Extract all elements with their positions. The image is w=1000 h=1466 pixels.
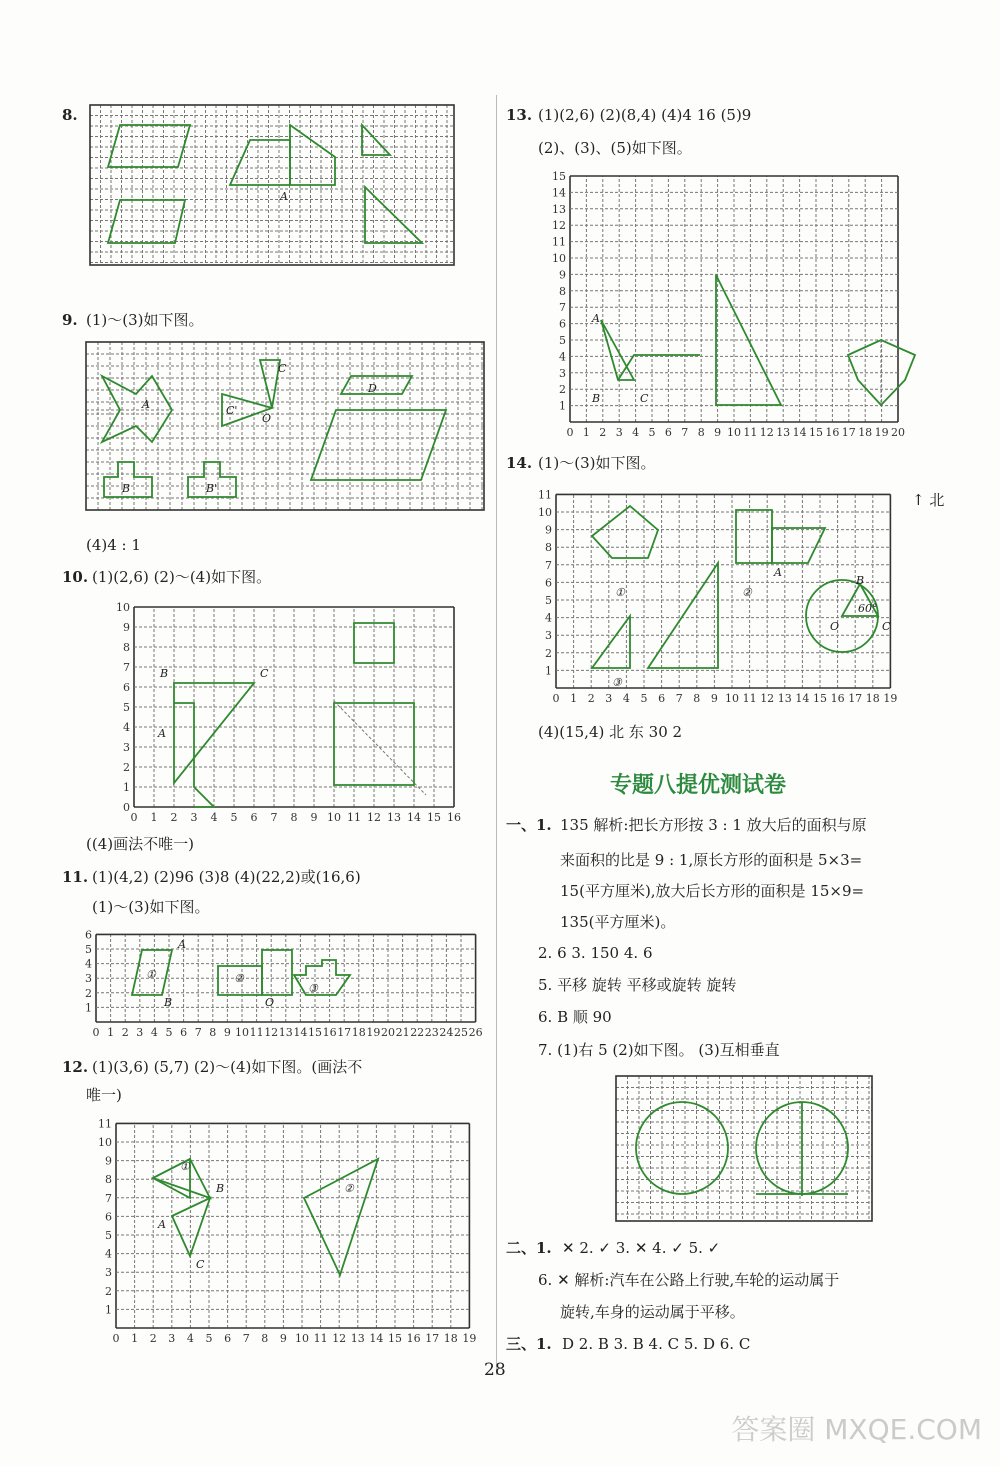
y-tick-label: 2 xyxy=(545,646,552,660)
x-tick-label: 7 xyxy=(194,1026,202,1039)
x-tick-label: 15 xyxy=(388,1332,402,1345)
y-tick-label: 2 xyxy=(85,986,92,1000)
part1-q1d: 135(平方厘米)。 xyxy=(560,913,676,931)
x-tick-label: 13 xyxy=(387,811,401,824)
q13-label-C: C xyxy=(640,392,649,405)
q10-diagonal xyxy=(334,701,426,795)
q14-pentagon-1 xyxy=(592,506,658,558)
x-tick-label: 13 xyxy=(350,1332,365,1345)
x-tick-label: 4 xyxy=(186,1332,194,1345)
y-tick-label: 9 xyxy=(105,1154,112,1168)
x-tick-label: 16 xyxy=(447,811,461,824)
page-number: 28 xyxy=(484,1360,506,1380)
q11-boat-3 xyxy=(294,960,350,995)
q14-text: (1)～(3)如下图。 xyxy=(538,454,656,472)
q10-grid xyxy=(110,595,475,827)
q14-label-A: A xyxy=(774,566,782,579)
x-tick-label: 25 xyxy=(454,1026,468,1039)
q13-text: (1)(2,6) (2)(8,4) (4)4 16 (5)9 xyxy=(538,106,752,124)
y-tick-label: 10 xyxy=(98,1136,112,1149)
x-tick-label: 0 xyxy=(552,692,560,705)
y-tick-label: 1 xyxy=(559,399,566,413)
x-tick-label: 13 xyxy=(776,426,791,439)
x-tick-label: 11 xyxy=(313,1332,328,1345)
q14-triangle-big xyxy=(648,563,718,668)
x-tick-label: 5 xyxy=(648,426,656,439)
q14-label-1: ① xyxy=(615,586,625,599)
q14-label-3: ③ xyxy=(612,676,622,689)
x-tick-label: 5 xyxy=(640,692,648,705)
q14-label-angle: 60° xyxy=(858,602,878,615)
y-tick-label: 7 xyxy=(123,661,130,674)
x-tick-label: 14 xyxy=(792,426,807,439)
q9-answer4: (4)4 : 1 xyxy=(86,536,141,554)
x-tick-label: 11 xyxy=(742,692,757,705)
q8-parallelogram-1 xyxy=(108,125,190,167)
x-tick-label: 3 xyxy=(615,426,623,439)
x-tick-label: 6 xyxy=(658,692,666,705)
y-tick-label: 14 xyxy=(552,186,566,200)
y-tick-label: 9 xyxy=(545,523,552,537)
x-tick-label: 20 xyxy=(381,1026,395,1039)
x-tick-label: 24 xyxy=(439,1026,454,1039)
y-tick-label: 6 xyxy=(559,317,566,331)
y-tick-label: 9 xyxy=(559,268,566,282)
x-tick-label: 9 xyxy=(714,426,722,439)
x-tick-label: 3 xyxy=(168,1332,176,1345)
q8-number: 8. xyxy=(62,106,78,124)
x-tick-label: 14 xyxy=(795,692,810,705)
y-tick-label: 10 xyxy=(538,506,552,519)
y-tick-label: 8 xyxy=(559,284,566,298)
q11-text2: (1)～(3)如下图。 xyxy=(92,898,210,916)
x-tick-label: 7 xyxy=(681,426,689,439)
x-tick-label: 4 xyxy=(210,811,218,824)
part1-q1c: 15(平方厘米),放大后长方形的面积是 15×9= xyxy=(560,882,865,900)
q13-text2: (2)、(3)、(5)如下图。 xyxy=(538,139,692,157)
q9-label-A: A xyxy=(142,398,150,411)
x-tick-label: 19 xyxy=(883,692,898,705)
q13-label-B: B xyxy=(592,392,601,405)
x-tick-label: 10 xyxy=(235,1026,249,1039)
q14-answer4: (4)(15,4) 北 东 30 2 xyxy=(538,723,683,741)
y-tick-label: 1 xyxy=(545,664,552,678)
y-tick-label: 11 xyxy=(538,488,552,502)
x-tick-label: 3 xyxy=(190,811,198,824)
part2-answers: ✕ 2. ✓ 3. ✕ 4. ✓ 5. ✓ xyxy=(562,1239,721,1257)
x-tick-label: 12 xyxy=(760,692,775,705)
part2-head: 二、1. xyxy=(506,1239,552,1257)
x-tick-label: 1 xyxy=(107,1026,115,1039)
y-tick-label: 15 xyxy=(552,170,566,183)
x-tick-label: 14 xyxy=(293,1026,308,1039)
y-tick-label: 8 xyxy=(123,641,130,654)
x-tick-label: 14 xyxy=(369,1332,384,1345)
watermark-logo: 答案圈 MXQE.COM xyxy=(731,1413,982,1446)
x-tick-label: 20 xyxy=(891,426,905,439)
q12-label-1: ① xyxy=(180,1160,190,1173)
x-tick-label: 6 xyxy=(664,426,672,439)
x-tick-label: 10 xyxy=(727,426,741,439)
x-tick-label: 2 xyxy=(587,692,595,705)
y-tick-label: 5 xyxy=(545,594,552,607)
q11-label-1: ① xyxy=(146,968,156,981)
x-tick-label: 18 xyxy=(865,692,880,705)
x-tick-label: 9 xyxy=(223,1026,231,1039)
x-tick-label: 17 xyxy=(425,1332,440,1345)
x-tick-label: 19 xyxy=(874,426,889,439)
part1-q1b: 来面积的比是 9 : 1,原长方形的面积是 5×3= xyxy=(560,851,863,869)
q9-grid xyxy=(86,342,484,510)
column-separator xyxy=(496,95,497,1375)
y-tick-label: 5 xyxy=(105,1229,112,1242)
q10-number: 10. xyxy=(62,568,89,586)
x-tick-label: 5 xyxy=(205,1332,213,1345)
q14-rect-2 xyxy=(736,510,772,563)
q10-label-A: A xyxy=(158,727,166,740)
y-tick-label: 4 xyxy=(85,957,92,971)
y-tick-label: 9 xyxy=(123,621,130,634)
q13-triangle xyxy=(618,355,700,380)
q10-text: (1)(2,6) (2)～(4)如下图。 xyxy=(92,568,272,586)
q11-label-2: ② xyxy=(234,972,244,985)
x-tick-label: 12 xyxy=(264,1026,279,1039)
x-tick-label: 8 xyxy=(290,811,298,824)
q14-triangle-3 xyxy=(592,616,630,668)
y-tick-label: 4 xyxy=(123,721,130,734)
x-tick-label: 11 xyxy=(347,811,361,824)
q8-grid xyxy=(90,105,454,265)
y-tick-label: 7 xyxy=(105,1191,112,1205)
x-tick-label: 7 xyxy=(675,692,683,705)
x-tick-label: 8 xyxy=(261,1332,269,1345)
x-tick-label: 12 xyxy=(332,1332,347,1345)
q8-parallelogram-2 xyxy=(108,200,185,243)
y-tick-label: 4 xyxy=(105,1247,112,1261)
x-tick-label: 1 xyxy=(582,426,590,439)
y-tick-label: 6 xyxy=(545,576,552,590)
y-tick-label: 6 xyxy=(105,1210,112,1224)
x-tick-label: 22 xyxy=(410,1026,425,1039)
y-tick-label: 5 xyxy=(85,943,92,956)
x-tick-label: 26 xyxy=(468,1026,483,1039)
q10-note: ((4)画法不唯一) xyxy=(86,835,194,853)
x-tick-label: 4 xyxy=(150,1026,158,1039)
x-tick-label: 7 xyxy=(270,811,278,824)
y-tick-label: 10 xyxy=(552,252,566,265)
q12-text2: 唯一) xyxy=(86,1086,122,1104)
q14-north-label: 北 xyxy=(929,491,945,509)
x-tick-label: 1 xyxy=(570,692,578,705)
q13-shape-ABC xyxy=(601,320,634,380)
q9-text: (1)～(3)如下图。 xyxy=(86,311,204,329)
q14-parallelogram-2 xyxy=(772,528,825,563)
y-tick-label: 0 xyxy=(123,801,130,814)
y-tick-label: 8 xyxy=(545,541,552,555)
q7-circle-left xyxy=(636,1102,728,1194)
y-tick-label: 6 xyxy=(85,928,92,942)
x-tick-label: 8 xyxy=(209,1026,217,1039)
q12-label-B: B xyxy=(216,1182,225,1195)
x-tick-label: 4 xyxy=(622,692,630,705)
q10-label-B: B xyxy=(160,667,169,680)
q8-label-A: A xyxy=(280,190,288,203)
q9-arrow-shape xyxy=(102,376,172,442)
q11-grid xyxy=(85,928,485,1040)
x-tick-label: 19 xyxy=(366,1026,381,1039)
y-tick-label: 4 xyxy=(559,350,566,364)
y-tick-label: 7 xyxy=(559,301,566,315)
x-tick-label: 17 xyxy=(841,426,856,439)
y-tick-label: 13 xyxy=(552,202,566,216)
q13-number: 13. xyxy=(506,106,533,124)
x-tick-label: 2 xyxy=(121,1026,129,1039)
x-tick-label: 6 xyxy=(224,1332,232,1345)
x-tick-label: 15 xyxy=(809,426,823,439)
y-tick-label: 11 xyxy=(552,235,566,249)
y-tick-label: 5 xyxy=(123,701,130,714)
x-tick-label: 16 xyxy=(406,1332,421,1345)
q14-grid xyxy=(540,488,910,703)
x-tick-label: 9 xyxy=(310,811,318,824)
x-tick-label: 3 xyxy=(136,1026,144,1039)
section-title: 专题八提优测试卷 xyxy=(610,773,787,798)
part1-q2: 2. 6 3. 150 4. 6 xyxy=(538,944,653,962)
x-tick-label: 15 xyxy=(813,692,827,705)
y-tick-label: 3 xyxy=(559,366,566,380)
x-tick-label: 13 xyxy=(278,1026,293,1039)
y-tick-label: 2 xyxy=(123,761,130,774)
q9-label-C-prime: C' xyxy=(226,404,238,417)
x-tick-label: 15 xyxy=(427,811,441,824)
y-tick-label: 3 xyxy=(123,741,130,754)
q12-triangle-2 xyxy=(304,1159,378,1275)
q8-quad xyxy=(290,125,335,185)
x-tick-label: 9 xyxy=(710,692,718,705)
part1-q7: 7. (1)右 5 (2)如下图。 (3)互相垂直 xyxy=(538,1041,780,1059)
x-tick-label: 7 xyxy=(242,1332,250,1345)
part2-q6b: 旋转,车身的运动属于平移。 xyxy=(560,1303,745,1321)
part3-answers: D 2. B 3. B 4. C 5. D 6. C xyxy=(562,1335,751,1353)
y-tick-label: 2 xyxy=(559,383,566,397)
x-tick-label: 18 xyxy=(858,426,873,439)
q14-label-B: B xyxy=(856,574,865,587)
x-tick-label: 0 xyxy=(112,1332,120,1345)
x-tick-label: 11 xyxy=(743,426,758,439)
y-tick-label: 6 xyxy=(123,681,130,694)
q14-label-2: ② xyxy=(742,586,752,599)
q11-label-A: A xyxy=(178,938,186,951)
x-tick-label: 8 xyxy=(697,426,705,439)
x-tick-label: 0 xyxy=(130,811,138,824)
x-tick-label: 17 xyxy=(337,1026,352,1039)
x-tick-label: 0 xyxy=(566,426,574,439)
q9-label-C: C xyxy=(278,362,287,375)
x-tick-label: 4 xyxy=(632,426,640,439)
q14-north: ↑ 北 xyxy=(912,491,945,509)
q13-label-A: A xyxy=(592,312,600,325)
x-tick-label: 12 xyxy=(367,811,381,824)
y-tick-label: 1 xyxy=(123,781,130,794)
q9-label-O: O xyxy=(262,412,272,425)
x-tick-label: 5 xyxy=(230,811,238,824)
q9-label-D: D xyxy=(368,382,377,395)
x-tick-label: 15 xyxy=(308,1026,322,1039)
x-tick-label: 9 xyxy=(279,1332,287,1345)
x-tick-label: 1 xyxy=(150,811,158,824)
x-tick-label: 10 xyxy=(327,811,341,824)
part3-head: 三、1. xyxy=(506,1335,552,1353)
x-tick-label: 2 xyxy=(599,426,607,439)
x-tick-label: 16 xyxy=(825,426,840,439)
y-tick-label: 10 xyxy=(116,601,130,614)
x-tick-label: 2 xyxy=(149,1332,157,1345)
y-tick-label: 3 xyxy=(545,629,552,643)
part2-q6: 6. ✕ 解析:汽车在公路上行驶,车轮的运动属于 xyxy=(538,1271,840,1289)
q8-triangle-1 xyxy=(362,125,390,155)
q12-text: (1)(3,6) (5,7) (2)～(4)如下图。(画法不 xyxy=(92,1058,363,1076)
q9-label-B-prime: B' xyxy=(206,482,218,495)
q12-label-2: ② xyxy=(344,1182,354,1195)
x-tick-label: 18 xyxy=(351,1026,366,1039)
x-tick-label: 2 xyxy=(170,811,178,824)
y-tick-label: 7 xyxy=(545,558,552,572)
part1-q5: 5. 平移 旋转 平移或旋转 旋转 xyxy=(538,976,737,994)
q9-label-B: B xyxy=(122,482,131,495)
q11-number: 11. xyxy=(62,868,89,886)
q11-label-3: ③ xyxy=(308,982,318,995)
x-tick-label: 10 xyxy=(295,1332,309,1345)
q9-number: 9. xyxy=(62,311,78,329)
q12-label-A: A xyxy=(158,1218,166,1231)
y-tick-label: 1 xyxy=(105,1303,112,1317)
q11-text: (1)(4,2) (2)96 (3)8 (4)(22,2)或(16,6) xyxy=(92,868,361,886)
y-tick-label: 1 xyxy=(85,1001,92,1015)
x-tick-label: 1 xyxy=(131,1332,139,1345)
x-tick-label: 11 xyxy=(249,1026,264,1039)
x-tick-label: 18 xyxy=(443,1332,458,1345)
x-tick-label: 19 xyxy=(462,1332,477,1345)
x-tick-label: 17 xyxy=(848,692,863,705)
q11-label-O: O xyxy=(265,996,275,1009)
x-tick-label: 21 xyxy=(395,1026,410,1039)
part1-q6: 6. B 顺 90 xyxy=(538,1008,612,1026)
q13-grid xyxy=(548,170,918,440)
y-tick-label: 8 xyxy=(105,1173,112,1187)
x-tick-label: 3 xyxy=(605,692,613,705)
x-tick-label: 13 xyxy=(777,692,792,705)
q9-flag-1 xyxy=(260,360,280,408)
part1-q7-grid xyxy=(616,1076,872,1221)
x-tick-label: 16 xyxy=(322,1026,337,1039)
y-tick-label: 12 xyxy=(552,219,566,233)
x-tick-label: 0 xyxy=(92,1026,100,1039)
y-tick-label: 3 xyxy=(85,972,92,986)
x-tick-label: 12 xyxy=(759,426,774,439)
q14-number: 14. xyxy=(506,454,533,472)
q11-label-B: B xyxy=(164,996,173,1009)
x-tick-label: 14 xyxy=(407,811,421,824)
x-tick-label: 6 xyxy=(180,1026,188,1039)
y-tick-label: 5 xyxy=(559,334,566,347)
q12-label-C: C xyxy=(196,1258,205,1271)
q14-label-O: O xyxy=(830,620,840,633)
x-tick-label: 8 xyxy=(693,692,701,705)
q12-triangle-AC xyxy=(172,1198,210,1256)
x-tick-label: 6 xyxy=(250,811,258,824)
part1-head: 一、1. xyxy=(506,816,552,834)
q12-grid xyxy=(100,1118,485,1348)
q12-number: 12. xyxy=(62,1058,89,1076)
q9-parallelogram-large xyxy=(311,410,446,480)
x-tick-label: 5 xyxy=(165,1026,173,1039)
q10-label-C: C xyxy=(260,667,269,680)
y-tick-label: 3 xyxy=(105,1266,112,1280)
part1-q1: 135 解析:把长方形按 3 : 1 放大后的面积与原 xyxy=(560,816,867,834)
y-tick-label: 2 xyxy=(105,1284,112,1298)
x-tick-label: 23 xyxy=(424,1026,439,1039)
y-tick-label: 11 xyxy=(98,1117,112,1131)
y-tick-label: 4 xyxy=(545,611,552,625)
x-tick-label: 10 xyxy=(725,692,739,705)
q11-rect-2b xyxy=(262,950,292,995)
x-tick-label: 16 xyxy=(830,692,845,705)
q14-label-C: C xyxy=(882,620,891,633)
q10-triangle-ABC xyxy=(174,683,254,783)
